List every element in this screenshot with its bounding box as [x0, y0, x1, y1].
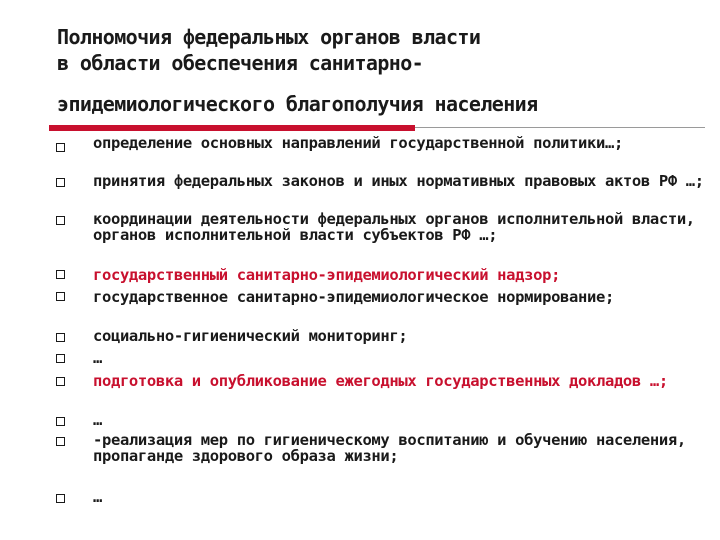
list-item: государственное санитарно-эпидемиологическое нормирование; — [93, 288, 614, 306]
hollow-square-bullet-icon — [56, 494, 65, 503]
hollow-square-bullet-icon — [56, 270, 65, 279]
list-item: подготовка и опубликование ежегодных государственных докладов …; — [93, 372, 668, 390]
hollow-square-bullet-icon — [56, 178, 65, 187]
hollow-square-bullet-icon — [56, 354, 65, 363]
hollow-square-bullet-icon — [56, 333, 65, 342]
list-item: … — [93, 349, 102, 367]
list-item: принятия федеральных законов и иных нормативных правовых актов РФ …; — [93, 172, 704, 190]
list-item: социально-гигиенический мониторинг; — [93, 327, 408, 345]
hollow-square-bullet-icon — [56, 143, 65, 152]
slide-title-line-1: Полномочия федеральных органов власти — [57, 25, 481, 49]
list-item: координации деятельности федеральных органов исполнительной власти, органов исполнительной власти субъектов РФ …; — [93, 210, 695, 244]
list-item: … — [93, 411, 102, 429]
hollow-square-bullet-icon — [56, 292, 65, 301]
list-item: государственный санитарно-эпидемиологический надзор; — [93, 266, 561, 284]
hollow-square-bullet-icon — [56, 417, 65, 426]
hollow-square-bullet-icon — [56, 377, 65, 386]
hollow-square-bullet-icon — [56, 437, 65, 446]
hollow-square-bullet-icon — [56, 216, 65, 225]
slide-title-line-2: в области обеспечения санитарно- — [57, 51, 424, 75]
list-item: -реализация мер по гигиеническому воспитанию и обучению населения, пропаганде здорового образа жизни; — [93, 431, 686, 465]
list-item: определение основных направлений государственной политики…; — [93, 134, 623, 152]
list-item: … — [93, 488, 102, 506]
slide-title-line-3: эпидемиологического благополучия населения — [57, 92, 538, 116]
